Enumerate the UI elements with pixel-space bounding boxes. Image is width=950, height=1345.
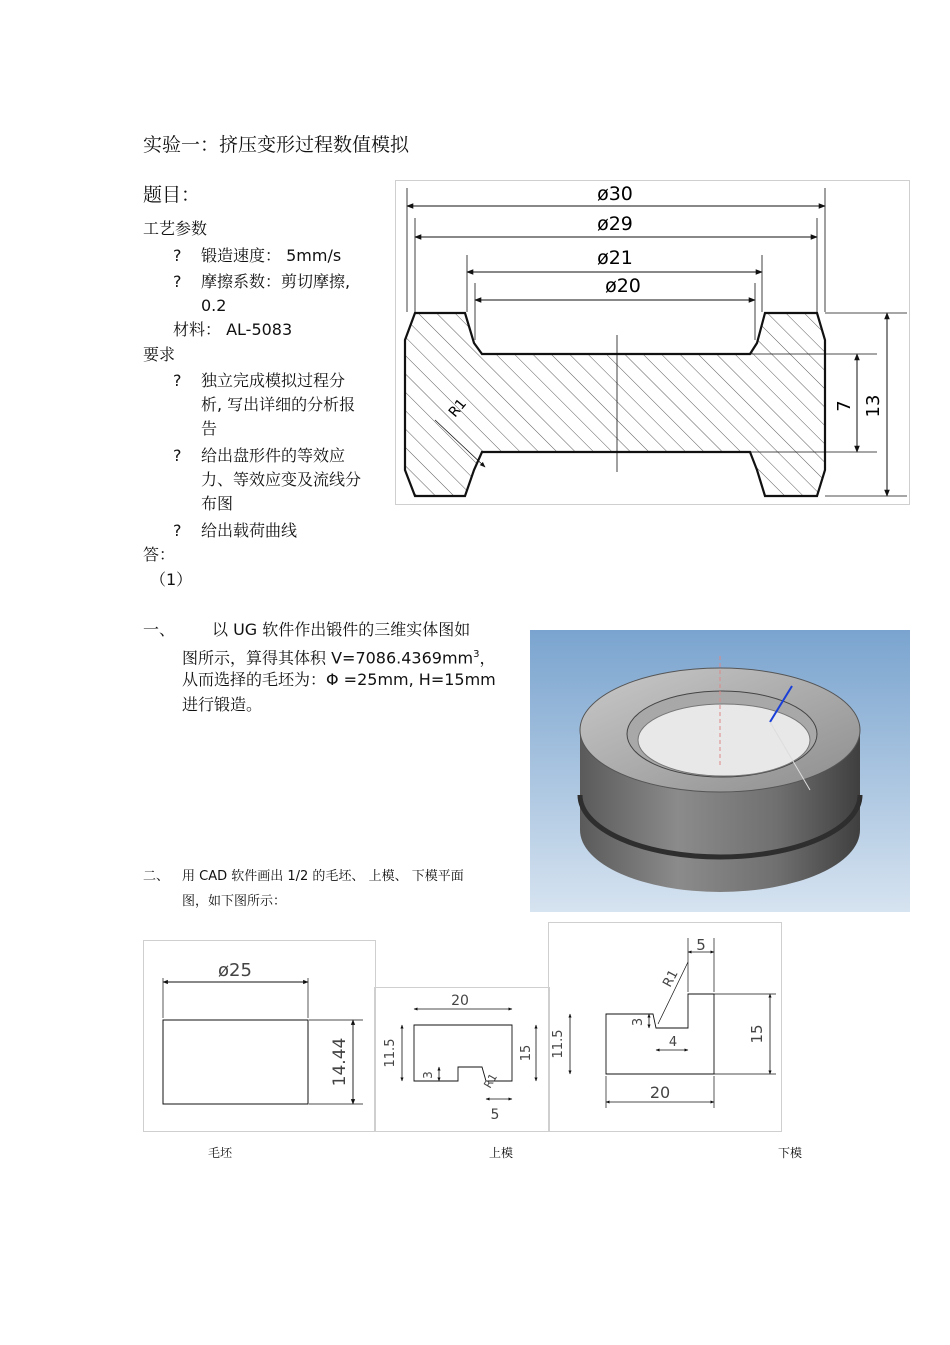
answer-label: 答：	[143, 545, 176, 564]
material: 材料： AL-5083	[173, 320, 293, 339]
requirements-label: 要求	[143, 345, 176, 364]
upper-die-radius: R1	[481, 1071, 500, 1091]
section-1-line-1: 以 UG 软件作出锻件的三维实体图如	[212, 620, 471, 639]
blank-diameter: ø25	[218, 960, 252, 981]
caption-upper-die: 上模	[489, 1146, 514, 1160]
section-1-number: 一、	[143, 620, 176, 639]
dim-d21: ø21	[597, 247, 633, 269]
lower-die-h11: 11.5	[551, 1029, 566, 1059]
lower-die-shape	[606, 994, 714, 1074]
section-2-line-1: 用 CAD 软件画出 1/2 的毛坯、 上模、 下模平面	[182, 869, 464, 884]
lower-die-w20: 20	[649, 1083, 671, 1102]
upper-die-w5: 5	[490, 1107, 500, 1123]
dim-radius: R1	[445, 396, 471, 421]
lower-die-h3: 3	[631, 1017, 646, 1027]
dim-d20: ø20	[605, 275, 641, 297]
requirement-2: ? 给出盘形件的等效应 力、等效应变及流线分 布图	[173, 446, 362, 513]
bullet: ?	[173, 272, 182, 291]
lower-die-w5: 5	[696, 936, 706, 954]
lower-die-radius: R1	[660, 967, 682, 990]
lower-die-h15: 15	[748, 1024, 766, 1044]
section-2-line-2: 图，如下图所示：	[182, 894, 287, 909]
param-speed: ? 锻造速度： 5mm/s	[173, 244, 373, 268]
blank-drawing	[143, 940, 376, 1132]
page-title: 实验一：挤压变形过程数值模拟	[143, 134, 410, 156]
upper-die-h15: 15	[519, 1044, 534, 1062]
param-friction: ? 摩擦系数：剪切摩擦, 0.2	[173, 272, 351, 315]
subject-heading: 题目：	[143, 184, 201, 206]
caption-blank: 毛坯	[208, 1146, 233, 1160]
lower-die-w4: 4	[668, 1035, 678, 1050]
bullet: ?	[173, 446, 182, 465]
upper-die-h3: 3	[421, 1071, 435, 1079]
bullet: ?	[173, 371, 182, 390]
upper-die-w20: 20	[451, 993, 469, 1009]
requirement-3: ? 给出载荷曲线	[173, 519, 383, 543]
part-section-drawing	[395, 180, 910, 505]
blank-shape	[163, 1020, 308, 1104]
answer-number: （1）	[150, 570, 193, 589]
disk-recess-floor	[638, 704, 810, 776]
forging-3d-render	[530, 630, 910, 912]
dim-h13: 13	[863, 394, 884, 418]
dim-d30: ø30	[597, 183, 633, 205]
caption-lower-die: 下模	[778, 1146, 803, 1160]
section-2-number: 二、	[143, 869, 170, 884]
lower-die-drawing	[548, 922, 782, 1132]
section-1-line-3: 从而选择的毛坯为：Φ =25mm, H=15mm	[182, 670, 496, 689]
section-1-line-2: 图所示，算得其体积 $V=7086.4369mm^3$，	[182, 648, 496, 668]
dim-d29: ø29	[597, 213, 633, 235]
blank-height: 14.44	[330, 1037, 350, 1087]
process-params-label: 工艺参数	[143, 219, 208, 238]
requirement-1: ? 独立完成模拟过程分 析, 写出详细的分析报 告	[173, 371, 356, 438]
superscript-3: 3	[473, 649, 480, 660]
upper-die-drawing	[374, 987, 550, 1132]
bullet: ?	[173, 521, 182, 540]
section-1-line-4: 进行锻造。	[182, 695, 263, 714]
bullet: ?	[173, 246, 182, 265]
part-section-shape	[405, 313, 825, 496]
upper-die-h11: 11.5	[383, 1038, 398, 1068]
dim-h7: 7	[834, 400, 855, 412]
